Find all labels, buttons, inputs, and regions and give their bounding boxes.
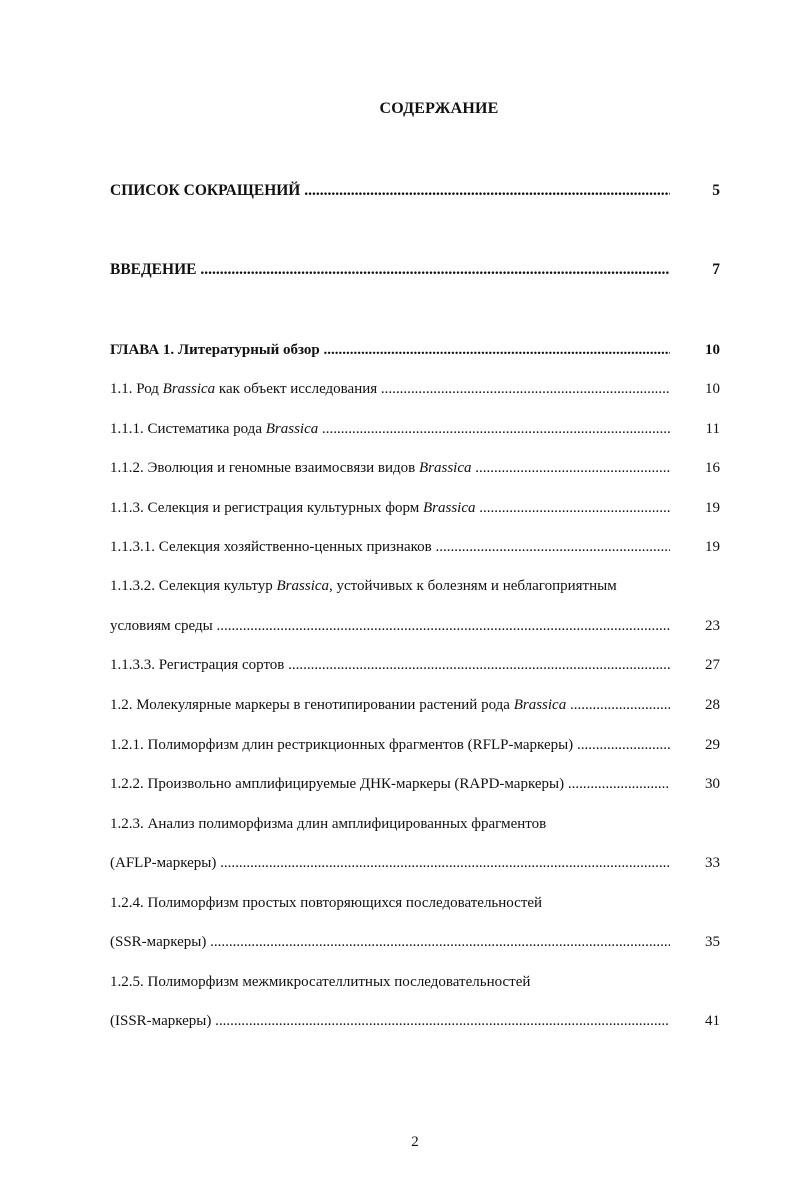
toc-entry-page: 28 [705,697,720,713]
toc-entry-page: 10 [705,342,720,358]
toc-text-pre: 1.1.2. Эволюция и геномные взаимосвязи видов [110,460,419,476]
toc-entry-page: 5 [712,182,720,199]
toc-entry-1-2-1[interactable] [110,734,720,756]
toc-entry-page: 10 [705,381,720,397]
toc-entry-1-1-3-3[interactable] [110,654,720,676]
toc-entry-page: 30 [705,776,720,792]
toc-entry-introduction[interactable] [110,259,720,281]
toc-entry-page: 19 [705,500,720,516]
toc-entry-page: 35 [705,934,720,950]
toc-entry-page: 11 [705,421,720,437]
toc-text-post: устойчивых к болезням и неблагоприятным [332,578,617,594]
toc-text-italic: Brassica [265,421,319,437]
toc-entry-text: 1.2.2. Произвольно амплифицируемые ДНК-маркеры (RAPD-маркеры) ..... [110,773,670,795]
toc-entry-chapter-1[interactable] [110,339,720,361]
toc-entry-text: 1.2.1. Полиморфизм длин рестрикционных фрагментов (RFLP-маркеры) ..... [110,734,670,756]
toc-entry-text [110,378,670,400]
toc-entry-1-2[interactable] [110,694,720,716]
toc-text-pre: 1.1.3.2. Селекция культур [110,578,277,594]
toc-entry-text: СПИСОК СОКРАЩЕНИЙ ..... [110,180,670,202]
toc-entry-1-1-3-2[interactable] [110,615,720,637]
toc-entry-1-1-1[interactable] [110,418,720,440]
toc-entry-1-2-3-line1[interactable]: 1.2.3. Анализ полиморфизма длин амплифицированных фрагментов [110,816,547,832]
toc-text-post: как объект исследования [215,381,378,397]
toc-text-italic: Brassica, [276,578,333,594]
toc-entry-text: (AFLP-маркеры) ..... [110,852,670,874]
toc-entry-text: (ISSR-маркеры) ..... [110,1010,670,1032]
toc-entry-page: 7 [712,261,720,278]
page-number: 2 [411,1134,419,1150]
toc-entry-1-1-3-1[interactable] [110,536,720,558]
toc-entry-1-2-3[interactable] [110,852,720,874]
toc-entry-text [110,497,670,519]
toc-entry-1-1-3[interactable] [110,497,720,519]
toc-entry-page: 19 [705,539,720,555]
toc-entry-page: 29 [705,737,720,753]
toc-entry-abbreviations[interactable] [110,180,720,202]
toc-text-italic: Brassica [419,460,472,476]
toc-entry-text [110,418,670,440]
toc-entry-text: ВВЕДЕНИЕ ..... [110,259,670,281]
toc-text-italic: Brassica [422,500,476,516]
toc-entry-1-1[interactable] [110,378,720,400]
toc-entry-text [110,457,670,479]
toc-entry-text [110,694,670,716]
toc-entry-1-2-4-line1[interactable]: 1.2.4. Полиморфизм простых повторяющихся последовательностей [110,895,543,911]
toc-entry-page: 27 [705,657,720,673]
toc-text-pre: 1.1.1. Систематика рода [110,421,266,437]
toc-text-pre: 1.1. Род [110,381,163,397]
toc-entry-text: (SSR-маркеры) ..... [110,931,670,953]
toc-entry-1-2-5[interactable] [110,1010,720,1032]
toc-entry-1-2-2[interactable] [110,773,720,795]
toc-entry-page: 41 [705,1013,720,1029]
toc-entry-1-1-3-2-line1[interactable] [110,575,710,597]
toc-entry-page: 33 [705,855,720,871]
toc-entry-1-1-2[interactable] [110,457,720,479]
toc-text-pre: 1.2. Молекулярные маркеры в генотипировании растений рода [110,697,514,713]
toc-text-italic: Brassica [162,381,216,397]
page-title: СОДЕРЖАНИЕ [379,100,499,117]
toc-entry-text: условиям среды ..... [110,615,670,637]
toc-entry-text: 1.1.3.3. Регистрация сортов ..... [110,654,670,676]
toc-text-italic: Brassica [513,697,567,713]
toc-entry-1-2-4[interactable] [110,931,720,953]
toc-entry-text: ГЛАВА 1. Литературный обзор ..... [110,339,670,361]
toc-entry-page: 16 [705,460,720,476]
toc-entry-page: 23 [705,618,720,634]
toc-text-pre: 1.1.3. Селекция и регистрация культурных форм [110,500,423,516]
toc-entry-text: 1.1.3.1. Селекция хозяйственно-ценных признаков ..... [110,536,670,558]
toc-entry-1-2-5-line1[interactable]: 1.2.5. Полиморфизм межмикросателлитных последовательностей [110,974,531,990]
